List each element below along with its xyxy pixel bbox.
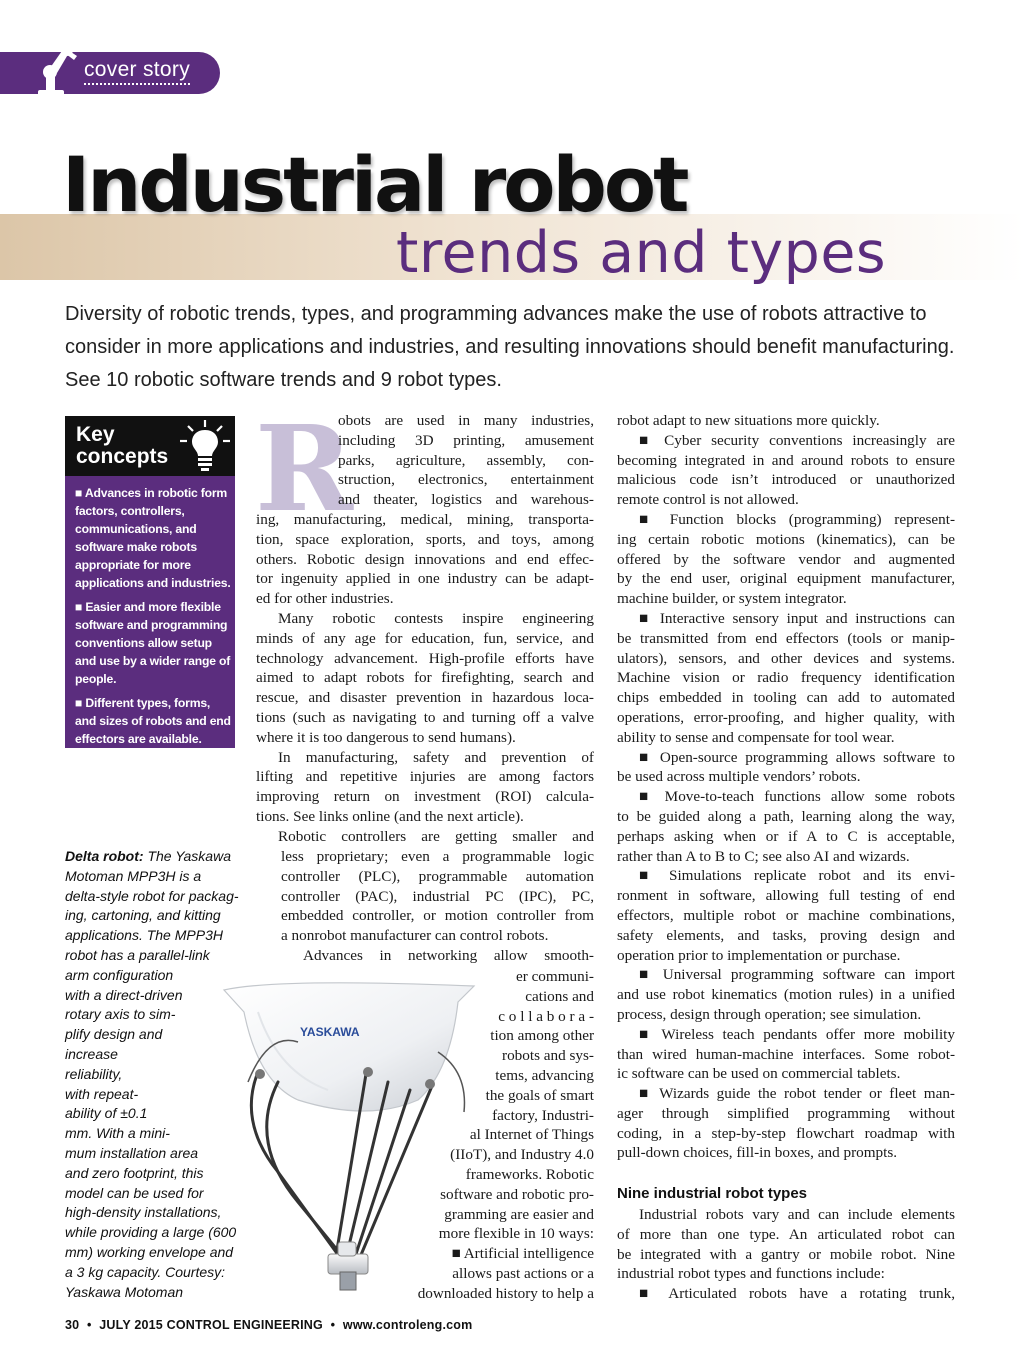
text-line: improving return on investment (ROI) calcula- bbox=[256, 788, 594, 806]
body-column-1 bbox=[256, 510, 594, 847]
text-line: ■ Open-source programming allows software to bbox=[639, 748, 955, 766]
text-line: ■ Simulations replicate robot and its envi- bbox=[639, 867, 955, 885]
text-line: rescue, and disaster prevention in hazardous loca- bbox=[256, 689, 594, 707]
caption-line: mm) working envelope and bbox=[65, 1243, 234, 1260]
page-title: Industrial robot bbox=[62, 140, 687, 229]
text-line: c o l l a b o r a - bbox=[498, 1007, 594, 1025]
text-line: of more than one type. An articulated robot can bbox=[617, 1225, 955, 1243]
text-line: tion, space exploration, sports, and toys, among bbox=[256, 530, 594, 548]
text-line: than wired human-machine interfaces. Some robot- bbox=[617, 1045, 955, 1063]
caption-lead: Delta robot: bbox=[65, 848, 144, 864]
caption-line: model can be used for bbox=[65, 1184, 204, 1201]
delta-robot-image bbox=[218, 972, 480, 1306]
text-line: ■ Wizards guide the robot tender or fleet man- bbox=[639, 1085, 955, 1103]
caption-line: with repeat- bbox=[65, 1085, 139, 1102]
text-line: rather than A to B to C; see also AI and wizards. bbox=[617, 847, 910, 865]
lightbulb-icon bbox=[176, 418, 234, 474]
text-line: robot adapt to new situations more quickly. bbox=[617, 412, 880, 429]
key-concept-item: ■ Easier and more flexible software and programming conventions allow setup and use by a wider range of people. bbox=[75, 600, 231, 686]
text-line: allows past actions or a bbox=[452, 1264, 594, 1282]
caption-line: reliability, bbox=[65, 1065, 123, 1082]
text-line: be used across multiple vendors’ robots. bbox=[617, 768, 861, 786]
text-line: a nonrobot manufacturer can control robots. bbox=[281, 927, 549, 945]
caption-line: rotary axis to sim- bbox=[65, 1006, 176, 1023]
text-line: obots are used in many industries, bbox=[338, 412, 594, 429]
caption-line: Yaskawa Motoman bbox=[65, 1283, 184, 1300]
text-line: ing certain robotic motions (kinematics), can be bbox=[617, 530, 955, 548]
text-line: and use robot kinematics (motion rules) in a unified bbox=[617, 986, 955, 1004]
text-line: ■ Wireless teach pendants offer more mobility bbox=[639, 1025, 955, 1043]
text-line: ronment in software, allowing full testing of end bbox=[617, 887, 955, 905]
text-line: ic software can be used on commercial tablets. bbox=[617, 1065, 901, 1083]
caption-line: high-density installations, bbox=[65, 1204, 222, 1221]
body-column-1-dropcap-lines bbox=[338, 411, 594, 510]
text-line: less proprietary; even a programmable logic bbox=[281, 848, 594, 865]
body-column-1-wrap bbox=[281, 847, 594, 966]
deck-text: Diversity of robotic trends, types, and programming advances make the use of robots attractive to consider in more applications and industries, and resulting innovations should benefit manufacturing. See 10 robotic software trends and 9 robot types. bbox=[65, 303, 955, 391]
page-subtitle: trends and types bbox=[396, 220, 887, 286]
caption-line: delta-style robot for packag- bbox=[65, 887, 239, 904]
text-line: factory, Industri- bbox=[492, 1106, 594, 1124]
text-line: ■ Move-to-teach functions allow some robots bbox=[639, 788, 955, 806]
text-line: by the end user, original equipment manufacturer, bbox=[617, 570, 955, 588]
text-line: technology advancement. High-profile efforts have bbox=[256, 649, 594, 667]
text-line: tions (such as navigating to and turning off a valve bbox=[256, 708, 594, 726]
text-line: embedded controller, or motion controller from bbox=[281, 907, 594, 925]
caption-line: mum installation area bbox=[65, 1144, 199, 1161]
text-line: tor ingenuity applied in one industry can be adapt- bbox=[256, 570, 594, 588]
body-column-2-section bbox=[617, 1205, 955, 1304]
text-line: operation prior to implementation or purchase. bbox=[617, 946, 901, 964]
body-column-2 bbox=[617, 411, 955, 1163]
text-line: struction, electronics, entertainment bbox=[338, 471, 594, 489]
section-heading: Nine industrial robot types bbox=[617, 1185, 808, 1202]
text-line: frameworks. Robotic bbox=[465, 1165, 594, 1183]
website-url: www.controleng.com bbox=[342, 1318, 473, 1332]
page-number: 30 bbox=[65, 1318, 80, 1332]
text-line: Industrial robots vary and can include elements bbox=[639, 1206, 955, 1223]
text-line: er communi- bbox=[515, 968, 594, 985]
text-line: ■ Interactive sensory input and instructions can bbox=[639, 609, 955, 627]
drop-cap: R bbox=[255, 399, 354, 538]
text-line: Machine vision or radio frequency identification bbox=[617, 669, 955, 687]
image-caption bbox=[65, 847, 239, 1302]
text-line: downloaded history to help a bbox=[417, 1284, 594, 1302]
robot-brand-label: YASKAWA bbox=[300, 1025, 360, 1039]
text-line: tions. See links online (and the next article). bbox=[256, 807, 524, 825]
text-line: perhaps asking when or if A to C is acceptable, bbox=[617, 827, 955, 845]
text-line: ulators), sensors, and other devices and systems. bbox=[617, 649, 955, 667]
text-line: ■ Function blocks (programming) represent- bbox=[639, 510, 955, 528]
text-line: malicious code isn’t introduced or unauthorized bbox=[617, 471, 955, 489]
text-line: al Internet of Things bbox=[469, 1126, 594, 1144]
caption-line: with a direct-driven bbox=[65, 986, 183, 1003]
text-line: tems, advancing bbox=[495, 1066, 594, 1084]
caption-line: a 3 kg capacity. Courtesy: bbox=[65, 1263, 226, 1280]
text-line: ■ Universal programming software can import bbox=[639, 966, 955, 984]
text-line: operations, error-proofing, and higher quality, with bbox=[617, 708, 955, 726]
text-line: ability to sense and compensate for tool wear. bbox=[617, 728, 895, 746]
text-line: safety elements, and tasks, proving design and bbox=[617, 926, 955, 944]
caption-line: mm. With a mini- bbox=[65, 1125, 170, 1142]
text-line: minds of any age for education, fun, service, and bbox=[256, 629, 594, 647]
issue-info: JULY 2015 CONTROL ENGINEERING bbox=[99, 1318, 323, 1332]
text-line: offered by the software vendor and augmented bbox=[617, 550, 955, 568]
text-line: chips embedded in tooling can add to automated bbox=[617, 689, 955, 707]
text-line: including 3D printing, amusement bbox=[338, 431, 594, 449]
text-line: where it is too dangerous to send humans). bbox=[256, 728, 516, 746]
text-line: controller (PLC), programmable automation bbox=[281, 867, 594, 885]
text-line: ■ Cyber security conventions increasingly are bbox=[639, 431, 955, 449]
key-concept-item: ■ Different types, forms, and sizes of robots and end effectors are available. bbox=[75, 696, 231, 746]
text-line: coding, in a step-by-step flowchart roadmap with bbox=[617, 1124, 955, 1142]
text-line: gramming are easier and bbox=[444, 1205, 594, 1223]
caption-line: Motoman MPP3H is a bbox=[65, 867, 202, 884]
key-concepts-list bbox=[75, 484, 233, 754]
caption-line: robot has a parallel-link bbox=[65, 946, 210, 963]
text-line: software and robotic pro- bbox=[440, 1185, 594, 1203]
key-concept-item: ■ Advances in robotic form factors, controllers, communications, and software make robots appropriate for more applications and industries. bbox=[75, 486, 231, 590]
caption-line: ability of ±0.1 bbox=[65, 1105, 148, 1122]
caption-line: arm configuration bbox=[65, 966, 174, 983]
text-line: effectors, multiple robot or machine combinations, bbox=[617, 906, 955, 924]
text-line: ing, manufacturing, medical, mining, transporta- bbox=[256, 511, 594, 528]
text-line: more flexible in 10 ways: bbox=[438, 1225, 594, 1243]
text-line: ager through simplified programming without bbox=[617, 1104, 955, 1122]
text-line: robots and sys- bbox=[502, 1047, 594, 1065]
text-line: Many robotic contests inspire engineering bbox=[278, 609, 594, 627]
caption-line: Delta robot: The Yaskawa bbox=[65, 848, 231, 864]
key-concepts-title: Key concepts bbox=[76, 423, 169, 468]
text-line: becoming integrated in and around robots to ensure bbox=[617, 451, 955, 469]
text-line: tion among other bbox=[490, 1027, 594, 1045]
text-line: to be guided along a path, learning along the way, bbox=[617, 807, 955, 825]
text-line: Advances in networking allow smooth- bbox=[303, 946, 594, 964]
text-line: In manufacturing, safety and prevention of bbox=[278, 748, 594, 766]
page-footer: 30 • JULY 2015 CONTROL ENGINEERING • www.controleng.com bbox=[65, 1318, 473, 1332]
text-line: controller (PAC), industrial PC (IPC), PC, bbox=[281, 887, 594, 905]
text-line: ed for other industries. bbox=[256, 590, 394, 608]
caption-line: increase bbox=[65, 1045, 118, 1062]
section-label: cover story bbox=[84, 58, 190, 85]
caption-line: plify design and bbox=[65, 1026, 163, 1043]
text-line: pull-down choices, fill-in boxes, and prompts. bbox=[617, 1144, 898, 1162]
text-line: ■ Articulated robots have a rotating trunk, bbox=[639, 1285, 955, 1303]
text-line: remote control is not allowed. bbox=[617, 491, 799, 509]
text-line: (IIoT), and Industry 4.0 bbox=[450, 1146, 594, 1164]
robot-arm-icon bbox=[30, 42, 80, 100]
text-line: machine builder, or system integrator. bbox=[617, 590, 847, 608]
text-line: industrial robot types and functions include: bbox=[617, 1265, 885, 1283]
text-line: Robotic controllers are getting smaller and bbox=[278, 827, 594, 845]
text-line: cations and bbox=[525, 987, 594, 1005]
text-line: process, design through operation; see simulation. bbox=[617, 1005, 922, 1023]
text-line: the goals of smart bbox=[485, 1086, 594, 1104]
caption-line: and zero footprint, this bbox=[65, 1164, 204, 1181]
text-line: and theater, logistics and warehous- bbox=[338, 491, 594, 509]
caption-line: while providing a large (600 bbox=[65, 1224, 237, 1241]
text-line: ■ Artificial intelligence bbox=[451, 1245, 594, 1263]
text-line: aimed to adapt robots for firefighting, search and bbox=[256, 669, 594, 687]
text-line: parks, agriculture, assembly, con- bbox=[338, 451, 594, 469]
text-line: lifting and repetitive injuries are among factors bbox=[256, 768, 594, 786]
text-line: be transmitted from end effectors (tools or manip- bbox=[617, 629, 955, 647]
text-line: be integrated with a gantry or mobile robot. Nine bbox=[617, 1245, 955, 1263]
caption-line: ing, cartoning, and kitting bbox=[65, 907, 221, 924]
text-line: others. Robotic design innovations and end effec- bbox=[256, 550, 594, 568]
caption-line: applications. The MPP3H bbox=[65, 927, 223, 944]
